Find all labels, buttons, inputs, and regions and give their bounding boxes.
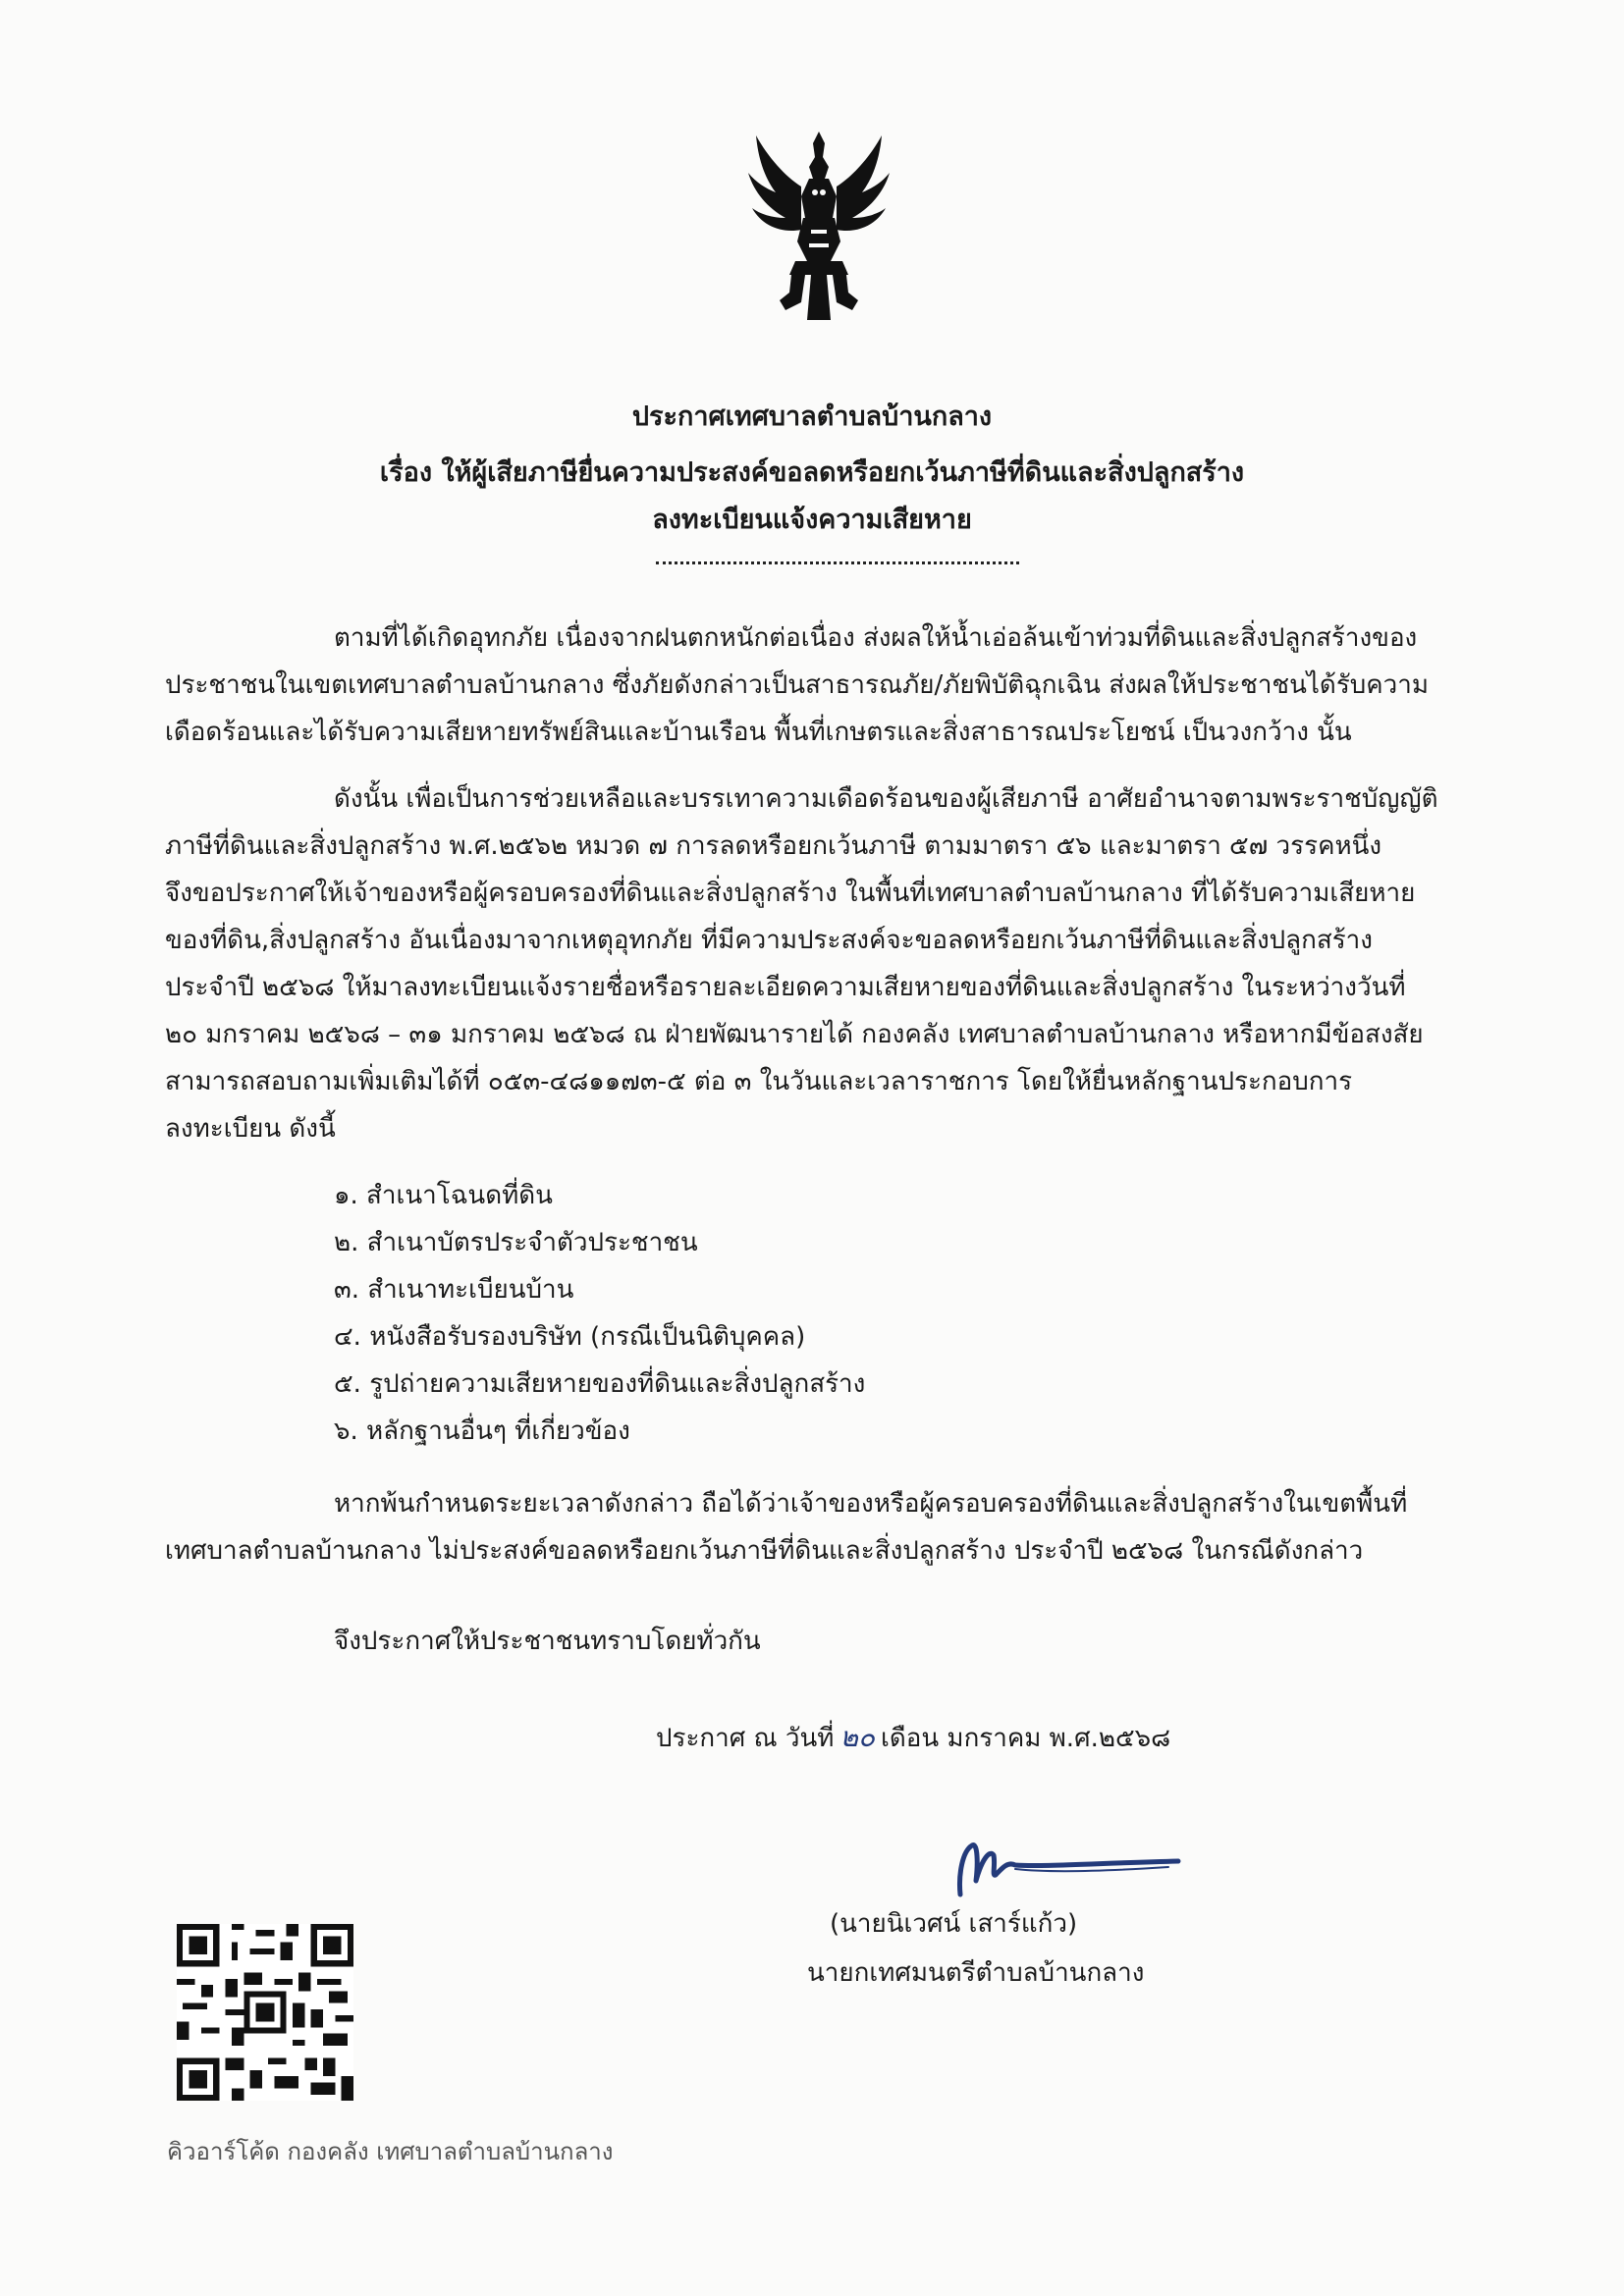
text-line: ของที่ดิน,สิ่งปลูกสร้าง อันเนื่องมาจากเหตุอุทกภัย ที่มีความประสงค์จะขอลดหรือยกเว้นภาษีที่ดินและสิ่งปลูกสร้าง (165, 926, 1373, 955)
text-line: สามารถสอบถามเพิ่มเติมได้ที่ ๐๕๓-๔๘๑๑๗๓-๕ ต่อ ๓ ในวันและเวลาราชการ โดยให้ยื่นหลักฐานประกอบการ (165, 1067, 1353, 1096)
qr-code-icon[interactable] (177, 1924, 353, 2101)
text-line: ๒๐ มกราคม ๒๕๖๘ – ๓๑ มกราคม ๒๕๖๘ ณ ฝ่ายพัฒนารายได้ กองคลัง เทศบาลตำบลบ้านกลาง หรือหากมีข้อสงสัย (165, 1020, 1424, 1049)
paragraph-instructions (165, 775, 1528, 1152)
list-item: ๖. หลักฐานอื่นๆ ที่เกี่ยวข้อง (334, 1416, 630, 1446)
text-line: เดือดร้อนและได้รับความเสียหายทรัพย์สินและบ้านเรือน พื้นที่เกษตรและสิ่งสาธารณประโยชน์ เป็นวงกว้าง นั้น (165, 718, 1352, 747)
text-line: ดังนั้น เพื่อเป็นการช่วยเหลือและบรรเทาความเดือดร้อนของผู้เสียภาษี อาศัยอำนาจตามพระราชบัญญัติ (334, 784, 1438, 814)
date-day: ๒๐ (839, 1721, 875, 1753)
signature-mark (933, 1826, 1188, 1904)
signatory-position: นายกเทศมนตรีตำบลบ้านกลาง (807, 1958, 1145, 1988)
text-line: ประชาชนในเขตเทศบาลตำบลบ้านกลาง ซึ่งภัยดังกล่าวเป็นสาธารณภัย/ภัยพิบัติฉุกเฉิน ส่งผลให้ประชาชนได้รับความ (165, 670, 1430, 700)
signatory-name: (นายนิเวศน์ เสาร์แก้ว) (830, 1909, 1078, 1939)
paragraph-deadline (165, 1480, 1528, 1575)
list-item: ๓. สำเนาทะเบียนบ้าน (334, 1275, 574, 1305)
paragraph-background (165, 614, 1528, 756)
announcement-subject-cont: ลงทะเบียนแจ้งความเสียหาย (652, 505, 972, 535)
announcement-title: ประกาศเทศบาลตำบลบ้านกลาง (631, 401, 993, 432)
text-line: ตามที่ได้เกิดอุทกภัย เนื่องจากฝนตกหนักต่อเนื่อง ส่งผลให้น้ำเอ่อล้นเข้าท่วมที่ดินและสิ่งปลูกสร้างของ (334, 623, 1418, 653)
announcement-date (656, 1714, 1170, 1762)
date-suffix: เดือน มกราคม พ.ศ.๒๕๖๘ (881, 1724, 1171, 1753)
announcement-subject: เรื่อง ให้ผู้เสียภาษียื่นความประสงค์ขอลดหรือยกเว้นภาษีที่ดินและสิ่งปลูกสร้าง (379, 457, 1245, 488)
list-item: ๑. สำเนาโฉนดที่ดิน (334, 1181, 553, 1210)
text-line: หากพ้นกำหนดระยะเวลาดังกล่าว ถือได้ว่าเจ้าของหรือผู้ครอบครองที่ดินและสิ่งปลูกสร้างในเขตพื้นที่ (334, 1489, 1408, 1519)
list-item: ๔. หนังสือรับรองบริษัท (กรณีเป็นนิติบุคคล) (334, 1322, 806, 1352)
dotted-divider (656, 561, 1019, 564)
text-line: ภาษีที่ดินและสิ่งปลูกสร้าง พ.ศ.๒๕๖๒ หมวด ๗ การลดหรือยกเว้นภาษี ตามมาตรา ๕๖ และมาตรา ๕๗ วรรคหนึ่ง (165, 831, 1382, 861)
list-item: ๒. สำเนาบัตรประจำตัวประชาชน (334, 1228, 698, 1257)
list-item: ๕. รูปถ่ายความเสียหายของที่ดินและสิ่งปลูกสร้าง (334, 1369, 866, 1399)
garuda-emblem-icon (746, 128, 892, 324)
paragraph-closing: จึงประกาศให้ประชาชนทราบโดยทั่วกัน (334, 1627, 761, 1656)
text-line: จึงขอประกาศให้เจ้าของหรือผู้ครอบครองที่ดินและสิ่งปลูกสร้าง ในพื้นที่เทศบาลตำบลบ้านกลาง ที่ได้รับความเสียหาย (165, 879, 1416, 908)
text-line: ลงทะเบียน ดังนี้ (165, 1114, 336, 1144)
qr-caption: คิวอาร์โค้ด กองคลัง เทศบาลตำบลบ้านกลาง (167, 2138, 614, 2165)
date-prefix: ประกาศ ณ วันที่ (656, 1724, 835, 1753)
required-documents-list (334, 1172, 865, 1455)
text-line: เทศบาลตำบลบ้านกลาง ไม่ประสงค์ขอลดหรือยกเว้นภาษีที่ดินและสิ่งปลูกสร้าง ประจำปี ๒๕๖๘ ในกรณีดังกล่าว (165, 1536, 1364, 1566)
text-line: ประจำปี ๒๕๖๘ ให้มาลงทะเบียนแจ้งรายชื่อหรือรายละเอียดความเสียหายของที่ดินและสิ่งปลูกสร้าง ในระหว่างวันที่ (165, 973, 1406, 1002)
